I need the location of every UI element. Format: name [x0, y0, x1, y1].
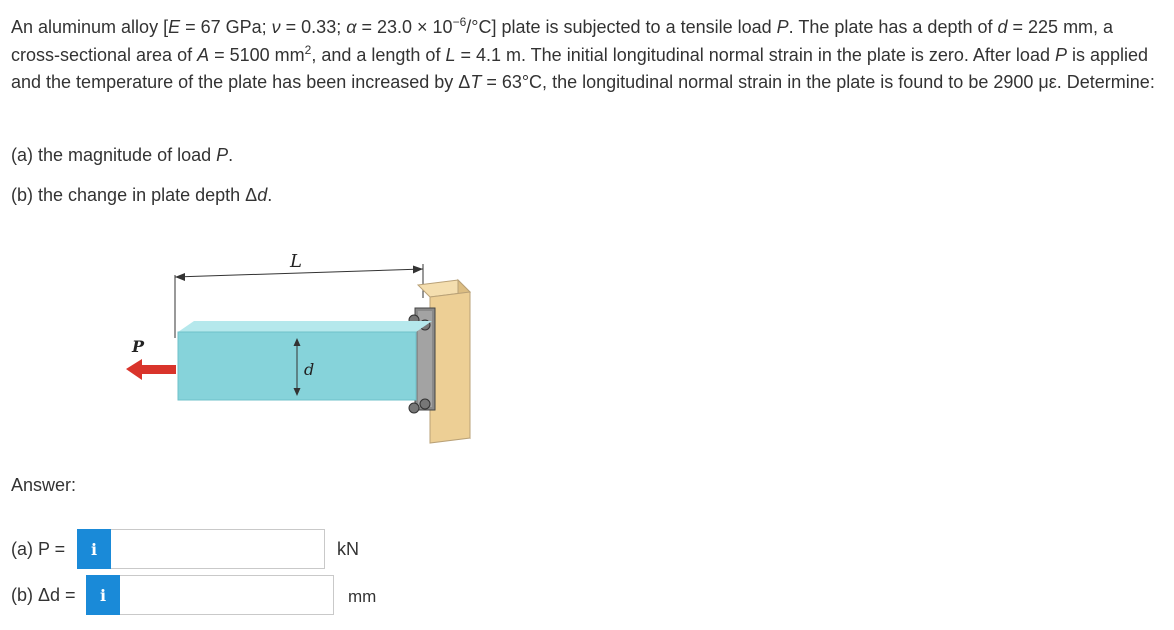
alpha-exponent: −6: [452, 15, 467, 29]
part-b-end: .: [267, 185, 273, 205]
info-icon[interactable]: i: [86, 575, 120, 615]
wall-front: [430, 292, 470, 443]
symbol-E: E: [168, 17, 181, 37]
problem-text: = 0.33;: [280, 17, 347, 37]
answer-row-a: [11, 529, 359, 569]
answer-b-label: (b) Δd =: [11, 584, 76, 605]
arrowhead-left-icon: [175, 273, 185, 281]
load-arrow-icon: [126, 359, 176, 380]
problem-text: is applied and the temperature of the plate has been increased by Δ: [11, 44, 1149, 92]
answer-a-input[interactable]: [111, 529, 325, 569]
problem-statement: [11, 14, 1166, 97]
problem-text: = 5100 mm: [209, 44, 305, 65]
area-exponent: 2: [304, 42, 312, 57]
answer-a-unit: kN: [337, 538, 359, 559]
problem-text: = 23.0 × 10: [356, 17, 453, 37]
problem-text: = 67 GPa;: [180, 17, 272, 37]
symbol-P: P: [216, 145, 229, 165]
problem-text: . The plate has a depth of: [788, 17, 998, 37]
part-b-text: (b) the change in plate depth Δ: [11, 185, 258, 205]
bolt-icon: [409, 403, 419, 413]
problem-text: = 225 mm, a cross-sectional area of: [11, 17, 1114, 65]
symbol-L: L: [445, 44, 456, 65]
answer-b-unit: mm: [348, 587, 377, 606]
symbol-A: A: [197, 44, 210, 65]
problem-text: /°C] plate is subjected to a tensile load: [466, 17, 777, 37]
part-a-text: (a) the magnitude of load: [11, 145, 217, 165]
problem-text: , and a length of: [311, 44, 446, 65]
part-a-end: .: [228, 145, 234, 165]
problem-text: An aluminum alloy [: [11, 17, 169, 37]
symbol-T: T: [470, 72, 482, 92]
depth-label: d: [304, 360, 315, 379]
symbol-P: P: [776, 17, 789, 37]
info-icon[interactable]: i: [77, 529, 111, 569]
symbol-alpha: α: [346, 17, 357, 37]
plate-figure: [118, 240, 478, 450]
symbol-d: d: [257, 185, 268, 205]
symbol-d: d: [997, 17, 1008, 37]
plate-top-face: [178, 321, 432, 332]
symbol-P: P: [1054, 44, 1067, 65]
bolt-icon: [420, 399, 430, 409]
arrowhead-right-icon: [413, 266, 423, 274]
problem-text: = 4.1 m. The initial longitudinal normal strain in the plate is zero. After load: [455, 44, 1055, 65]
answer-b-input[interactable]: [120, 575, 334, 615]
problem-text: = 63°C, the longitudinal normal strain in the plate is found to be 2900 με. Determine:: [481, 72, 1155, 92]
answer-heading: Answer:: [11, 475, 77, 495]
question-part-a: [11, 145, 233, 166]
question-part-b: [11, 185, 272, 206]
symbol-nu: ν: [271, 17, 281, 37]
answer-a-label: (a) P =: [11, 538, 66, 559]
load-label: P: [132, 337, 145, 356]
length-label: L: [290, 251, 302, 272]
plate-diagram: [118, 240, 478, 445]
answer-row-b: [11, 575, 376, 615]
